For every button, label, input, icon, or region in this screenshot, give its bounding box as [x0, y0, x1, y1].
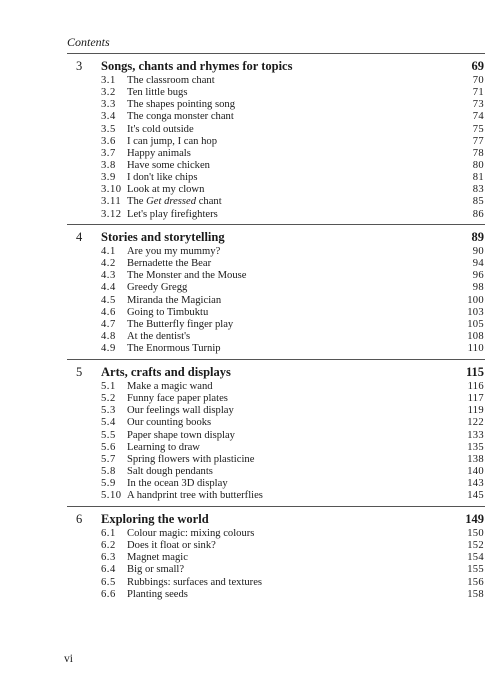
- toc-entry[interactable]: [0, 381, 500, 393]
- entry-number: 5.6: [101, 441, 116, 453]
- chapter-heading[interactable]: [0, 57, 500, 75]
- entry-page-number: 75: [472, 123, 484, 135]
- entry-title: [127, 196, 222, 208]
- entry-number: 4.9: [101, 343, 116, 355]
- toc-entry[interactable]: [0, 209, 500, 221]
- entry-page-number: 150: [467, 528, 484, 539]
- chapter-number: 6: [76, 512, 83, 526]
- entry-title: Let's play firefighters: [127, 208, 218, 220]
- entry-number: 3.6: [101, 135, 116, 147]
- entry-title: I can jump, I can hop: [127, 135, 218, 147]
- chapter-title: Exploring the world: [101, 512, 209, 526]
- toc-entry[interactable]: [0, 393, 500, 405]
- entry-number: 3.12: [101, 208, 122, 220]
- toc-entry[interactable]: [0, 319, 500, 331]
- entry-number: 4.4: [101, 282, 116, 294]
- page-folio: vi: [64, 653, 73, 665]
- toc-entry[interactable]: [0, 430, 500, 442]
- entry-title: In the ocean 3D display: [127, 478, 228, 490]
- toc-entry[interactable]: [0, 540, 500, 552]
- chapter-heading[interactable]: [0, 510, 500, 528]
- entry-page-number: 117: [467, 393, 484, 405]
- entry-title: The conga monster chant: [127, 111, 234, 123]
- entry-page-number: 155: [467, 564, 484, 576]
- toc-entry[interactable]: [0, 99, 500, 111]
- entry-page-number: 83: [472, 184, 484, 196]
- entry-number: 3.9: [101, 172, 116, 184]
- entry-page-number: 98: [472, 282, 484, 294]
- chapter-section: [0, 506, 500, 601]
- entry-page-number: 90: [472, 246, 484, 257]
- entry-number: 3.3: [101, 99, 116, 111]
- toc-entry[interactable]: [0, 246, 500, 258]
- entry-number: 3.5: [101, 123, 116, 135]
- entry-page-number: 158: [467, 588, 484, 600]
- entry-title: At the dentist's: [127, 330, 191, 342]
- toc-entry[interactable]: [0, 454, 500, 466]
- toc-entry[interactable]: [0, 258, 500, 270]
- entry-number: 5.8: [101, 465, 116, 477]
- chapter-title: Arts, crafts and displays: [101, 365, 231, 379]
- toc-entry[interactable]: [0, 405, 500, 417]
- entry-number: 4.2: [101, 258, 116, 270]
- running-head: Contents: [67, 35, 110, 49]
- toc-entry[interactable]: [0, 490, 500, 502]
- entry-title: The Butterfly finger play: [127, 318, 234, 330]
- toc-entry[interactable]: [0, 196, 500, 208]
- chapter-section: [0, 359, 500, 502]
- entry-title: Funny face paper plates: [127, 393, 228, 405]
- entry-page-number: 71: [472, 87, 484, 99]
- entry-number: 5.5: [101, 429, 116, 441]
- chapter-heading[interactable]: [0, 228, 500, 246]
- toc-entry[interactable]: [0, 478, 500, 490]
- entry-number: 4.7: [101, 318, 116, 330]
- entry-title: A handprint tree with butterflies: [127, 490, 263, 502]
- entry-title: Spring flowers with plasticine: [127, 453, 255, 465]
- entry-number: 4.1: [101, 246, 116, 257]
- toc-entry[interactable]: [0, 136, 500, 148]
- entry-title: Going to Timbuktu: [127, 306, 209, 318]
- entry-page-number: 105: [467, 318, 484, 330]
- chapter-divider: [67, 506, 485, 507]
- entry-page-number: 86: [472, 208, 484, 220]
- entry-page-number: 96: [472, 270, 484, 282]
- chapter-number: 4: [76, 230, 83, 244]
- entry-title: Learning to draw: [127, 441, 200, 453]
- entry-page-number: 80: [472, 159, 484, 171]
- entry-number: 3.7: [101, 147, 116, 159]
- chapter-divider: [67, 224, 485, 225]
- entry-title: Planting seeds: [127, 588, 188, 600]
- entry-page-number: 138: [467, 453, 484, 465]
- entry-title: Miranda the Magician: [127, 294, 222, 306]
- entry-page-number: 70: [472, 75, 484, 86]
- chapter-page-number: 69: [471, 59, 484, 73]
- entry-page-number: 116: [467, 381, 484, 392]
- entry-title: The classroom chant: [127, 75, 215, 86]
- entry-page-number: 78: [472, 147, 484, 159]
- entry-page-number: 143: [467, 478, 484, 490]
- toc-entry[interactable]: [0, 466, 500, 478]
- entry-page-number: 94: [472, 258, 484, 270]
- toc-entry[interactable]: [0, 552, 500, 564]
- toc-entry[interactable]: [0, 295, 500, 307]
- toc-entry[interactable]: [0, 589, 500, 601]
- toc-entry[interactable]: [0, 307, 500, 319]
- entry-title: Colour magic: mixing colours: [127, 528, 255, 539]
- entry-number: 5.9: [101, 478, 116, 490]
- entry-title: Make a magic wand: [127, 381, 213, 392]
- entry-page-number: 133: [467, 429, 484, 441]
- chapter-title: Songs, chants and rhymes for topics: [101, 59, 293, 73]
- entry-title: Our feelings wall display: [127, 405, 234, 417]
- entry-number: 4.5: [101, 294, 116, 306]
- entry-title: The Monster and the Mouse: [127, 270, 247, 282]
- toc-entry[interactable]: [0, 172, 500, 184]
- entry-title: Greedy Gregg: [127, 282, 188, 294]
- entry-title: Salt dough pendants: [127, 465, 213, 477]
- entry-title: Bernadette the Bear: [127, 258, 212, 270]
- entry-title: Magnet magic: [127, 552, 188, 564]
- entry-page-number: 135: [467, 441, 484, 453]
- toc-entry[interactable]: [0, 87, 500, 99]
- toc-entry[interactable]: [0, 331, 500, 343]
- entry-number: 5.3: [101, 405, 116, 417]
- toc-entry[interactable]: [0, 417, 500, 429]
- chapter-page-number: 149: [465, 512, 484, 526]
- entry-number: 6.6: [101, 588, 116, 600]
- entry-title: Paper shape town display: [127, 429, 235, 441]
- chapter-page-number: 115: [465, 365, 484, 379]
- entry-title: It's cold outside: [127, 123, 194, 135]
- toc-entry[interactable]: [0, 184, 500, 196]
- entry-title: Does it float or sink?: [127, 540, 216, 552]
- entry-title-part: chant: [196, 196, 222, 208]
- toc-entry[interactable]: [0, 111, 500, 123]
- toc-entry[interactable]: [0, 577, 500, 589]
- chapter-section: [0, 53, 500, 221]
- entry-number: 3.8: [101, 159, 116, 171]
- entry-number: 6.3: [101, 552, 116, 564]
- entry-number: 3.11: [101, 196, 122, 208]
- entry-number: 6.2: [101, 540, 116, 552]
- entry-title: Happy animals: [127, 147, 191, 159]
- entry-number: 3.2: [101, 87, 116, 99]
- entry-number: 6.1: [101, 528, 116, 539]
- entry-page-number: 152: [467, 540, 484, 552]
- entry-number: 5.2: [101, 393, 116, 405]
- entry-page-number: 74: [472, 111, 484, 123]
- entry-title: I don't like chips: [127, 172, 198, 184]
- toc-entry[interactable]: [0, 160, 500, 172]
- chapter-divider: [67, 359, 485, 360]
- entry-page-number: 154: [467, 552, 484, 564]
- toc-entry[interactable]: [0, 270, 500, 282]
- entry-page-number: 73: [472, 99, 484, 111]
- toc-entry[interactable]: [0, 282, 500, 294]
- entry-page-number: 108: [467, 330, 484, 342]
- entry-page-number: 100: [467, 294, 484, 306]
- entry-number: 4.3: [101, 270, 116, 282]
- entry-title: Our counting books: [127, 417, 212, 429]
- entry-number: 6.4: [101, 564, 116, 576]
- entry-page-number: 156: [467, 576, 484, 588]
- toc-entry[interactable]: [0, 528, 500, 540]
- entry-title: Are you my mummy?: [127, 246, 221, 257]
- entry-page-number: 122: [467, 417, 484, 429]
- entry-page-number: 145: [467, 490, 484, 502]
- entry-number: 5.10: [101, 490, 122, 502]
- chapter-number: 5: [76, 365, 83, 379]
- entry-number: 4.8: [101, 330, 116, 342]
- toc-entry[interactable]: [0, 124, 500, 136]
- toc-entry[interactable]: [0, 343, 500, 355]
- entry-title: Have some chicken: [127, 159, 210, 171]
- chapter-page-number: 89: [471, 230, 484, 244]
- entry-title-part: The: [127, 196, 147, 208]
- entry-page-number: 77: [472, 135, 484, 147]
- chapter-heading[interactable]: [0, 363, 500, 381]
- entry-page-number: 110: [467, 343, 484, 355]
- entry-number: 3.10: [101, 184, 122, 196]
- toc-entry[interactable]: [0, 442, 500, 454]
- entry-page-number: 140: [467, 465, 484, 477]
- entry-title: Rubbings: surfaces and textures: [127, 576, 263, 588]
- entry-title: Look at my clown: [127, 184, 205, 196]
- toc-entry[interactable]: [0, 564, 500, 576]
- entry-number: 3.1: [101, 75, 116, 86]
- entry-title: The Enormous Turnip: [127, 343, 221, 355]
- chapter-title: Stories and storytelling: [101, 230, 225, 244]
- entry-number: 5.7: [101, 453, 116, 465]
- entry-page-number: 103: [467, 306, 484, 318]
- entry-page-number: 119: [467, 405, 484, 417]
- entry-title-emphasis: Get dressed: [146, 196, 197, 208]
- chapter-number: 3: [76, 59, 83, 73]
- toc-entry[interactable]: [0, 75, 500, 87]
- entry-number: 6.5: [101, 576, 116, 588]
- toc-entry[interactable]: [0, 148, 500, 160]
- entry-number: 3.4: [101, 111, 116, 123]
- entry-page-number: 81: [472, 172, 484, 184]
- chapter-divider: [67, 53, 485, 54]
- entry-number: 5.4: [101, 417, 116, 429]
- entry-title: The shapes pointing song: [127, 99, 235, 111]
- entry-title: Ten little bugs: [127, 87, 188, 99]
- chapter-section: [0, 224, 500, 355]
- entry-title: Big or small?: [127, 564, 185, 576]
- entry-page-number: 85: [472, 196, 484, 208]
- entry-number: 5.1: [101, 381, 116, 392]
- entry-number: 4.6: [101, 306, 116, 318]
